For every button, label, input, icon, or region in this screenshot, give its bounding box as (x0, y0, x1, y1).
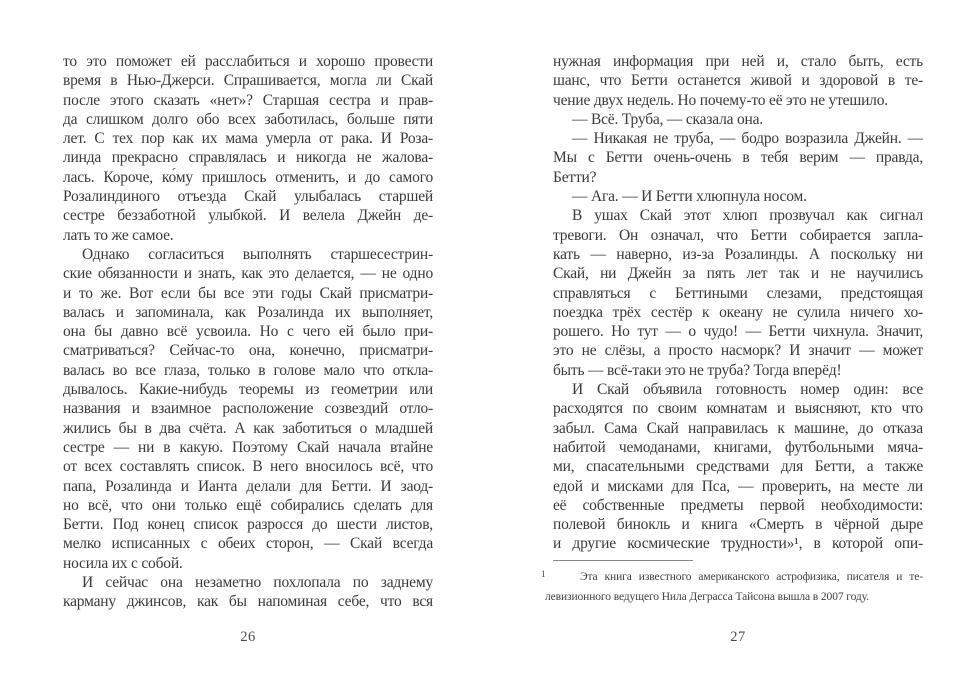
text-line: сестре — ни в какую. Поэтому Скай начала втайне (63, 438, 433, 456)
text-line: дывалось. Какие-нибудь теоремы из геометрии или (63, 381, 433, 399)
text-line: носила их с собой. (63, 554, 183, 572)
text-line: валась и запоминала, как Розалинда их выполняет, (63, 303, 433, 321)
text-line: это не слёзы, а просто насморк? И значит — может (553, 342, 923, 360)
footnote-marker: 1 (541, 568, 546, 579)
text-line: едой и мисками для Пса, — проверить, на месте ли (553, 477, 923, 495)
text-line: ми, спасательными средствами для Бетти, а также (553, 458, 923, 476)
text-line: справляться с Беттиными слезами, предстоящая (553, 284, 923, 302)
text-line: она бы давно всё усвоила. Но с чего ей было при- (63, 323, 433, 341)
text-line: полевой бинокль и книга «Смерть в чёрной дыре (553, 516, 923, 534)
text-line: Розалиндиного отъезда Скай улыбалась старшей (63, 188, 433, 206)
text-line: кать — наверно, из-за Розалинды. А поскольку ни (553, 245, 923, 263)
footnote-text: Эта книга известного американского астрофизика, писателя и те- (580, 570, 923, 583)
text-line: да слишком долго обо всех заботилась, больше пяти (63, 110, 433, 128)
text-line: Бетти? (553, 168, 597, 186)
text-line: Мы с Бетти очень-очень в тебя верим — правда, (553, 149, 923, 167)
text-line: — Никакая не труба, — бодро возразила Джейн. — (572, 130, 923, 148)
text-line: сматриваться? Сейчас-то она, конечно, присматри- (63, 342, 433, 360)
text-line: и то же. Вот если бы все эти годы Скай присматри- (63, 284, 433, 302)
text-line: то это поможет ей расслабиться и хорошо провести (63, 53, 433, 70)
page-right-lines (553, 52, 923, 554)
text-line: линда прекрасно справлялась и никогда не жалова- (63, 149, 433, 167)
text-line: В ушах Скай этот хлюп прозвучал как сигнал (572, 207, 923, 225)
text-line: лет. С тех пор как их мама умерла от рака. И Роза- (63, 130, 433, 148)
text-line: поездка трёх сестёр к океану не сулила ничего хо- (553, 303, 923, 321)
text-line: от всех составлять список. В него вносилось всё, что (63, 458, 433, 476)
text-line: Однако согласиться выполнять старшесестрин- (82, 245, 433, 263)
text-line: чение двух недель. Но почему-то её это не утешило. (553, 91, 888, 109)
footnote (541, 560, 923, 607)
footnote-rule (553, 560, 693, 561)
page-left-text (63, 52, 433, 612)
text-line: валась во все глаза, только в голове мало что откла- (63, 361, 433, 379)
text-line: жились бы в два счёта. А как заботиться о младшей (63, 419, 433, 437)
text-line: её собственные предметы первой необходимости: (553, 496, 923, 514)
text-line: рошего. Но тут — о чудо! — Бетти чихнула. Значит, (553, 323, 923, 341)
text-line: лась. Короче, ко́му пришлось отменить, и до самого (63, 168, 433, 186)
text-line: — Всё. Труба, — сказала она. (572, 110, 763, 128)
page-right-text (541, 52, 923, 607)
text-line: быть — всё-таки это не труба? Тогда вперёд! (553, 361, 842, 379)
text-line: забыл. Сама Скай направилась к машине, до отказа (553, 419, 923, 437)
text-line: но всё, что они только ещё собирались сделать для (63, 496, 433, 514)
text-line: Бетти. Под конец список разросся до шести листов, (63, 516, 433, 534)
text-line: папа, Розалинда и Ианта делали для Бетти. И заод- (63, 477, 433, 495)
text-line: набитой чемоданами, книгами, футбольными мяча- (553, 438, 923, 456)
text-line: после этого сказать «нет»? Старшая сестра и прав- (63, 91, 433, 109)
footnote-line: левизионного ведущего Нила Деграсса Тайсона вышла в 2007 году. (545, 590, 869, 603)
text-line: и другие космические трудности»¹, в которой опи- (553, 535, 923, 553)
text-line: шанс, что Бетти останется живой и здоровой в те- (553, 72, 923, 90)
text-line: лать то же самое. (63, 226, 174, 244)
text-line: сестре беззаботной улыбкой. И велела Джейн де- (63, 207, 433, 225)
text-line: расходятся по своим комнатам и выясняют, кто что (553, 400, 923, 418)
page-number-right: 27 (730, 629, 746, 645)
text-line: — Ага. — И Бетти хлюпнула носом. (572, 188, 807, 206)
text-line: время в Нью-Джерси. Спрашивается, могла ли Скай (63, 72, 433, 90)
text-line: И сейчас она незаметно похлопала по заднему (82, 574, 433, 592)
text-line: карману джинсов, как бы напоминая себе, что вся (63, 593, 433, 611)
text-line: мелко исписанных с обеих сторон, — Скай всегда (63, 535, 433, 553)
page-number-left: 26 (240, 629, 256, 645)
text-line: тревоги. Он означал, что Бетти собирается запла- (553, 226, 923, 244)
footnote-line (541, 567, 923, 587)
text-line: И Скай объявила готовность номер один: все (572, 381, 923, 399)
text-line: Скай, ни Джейн за пять лет так и не научились (553, 265, 923, 283)
text-line: названия и взаимное расположение созвездий отло- (63, 400, 433, 418)
text-line: нужная информация при ней и, стало быть, есть (553, 53, 923, 70)
text-line: ские обязанности и знать, как это делается, — не одно (63, 265, 433, 283)
